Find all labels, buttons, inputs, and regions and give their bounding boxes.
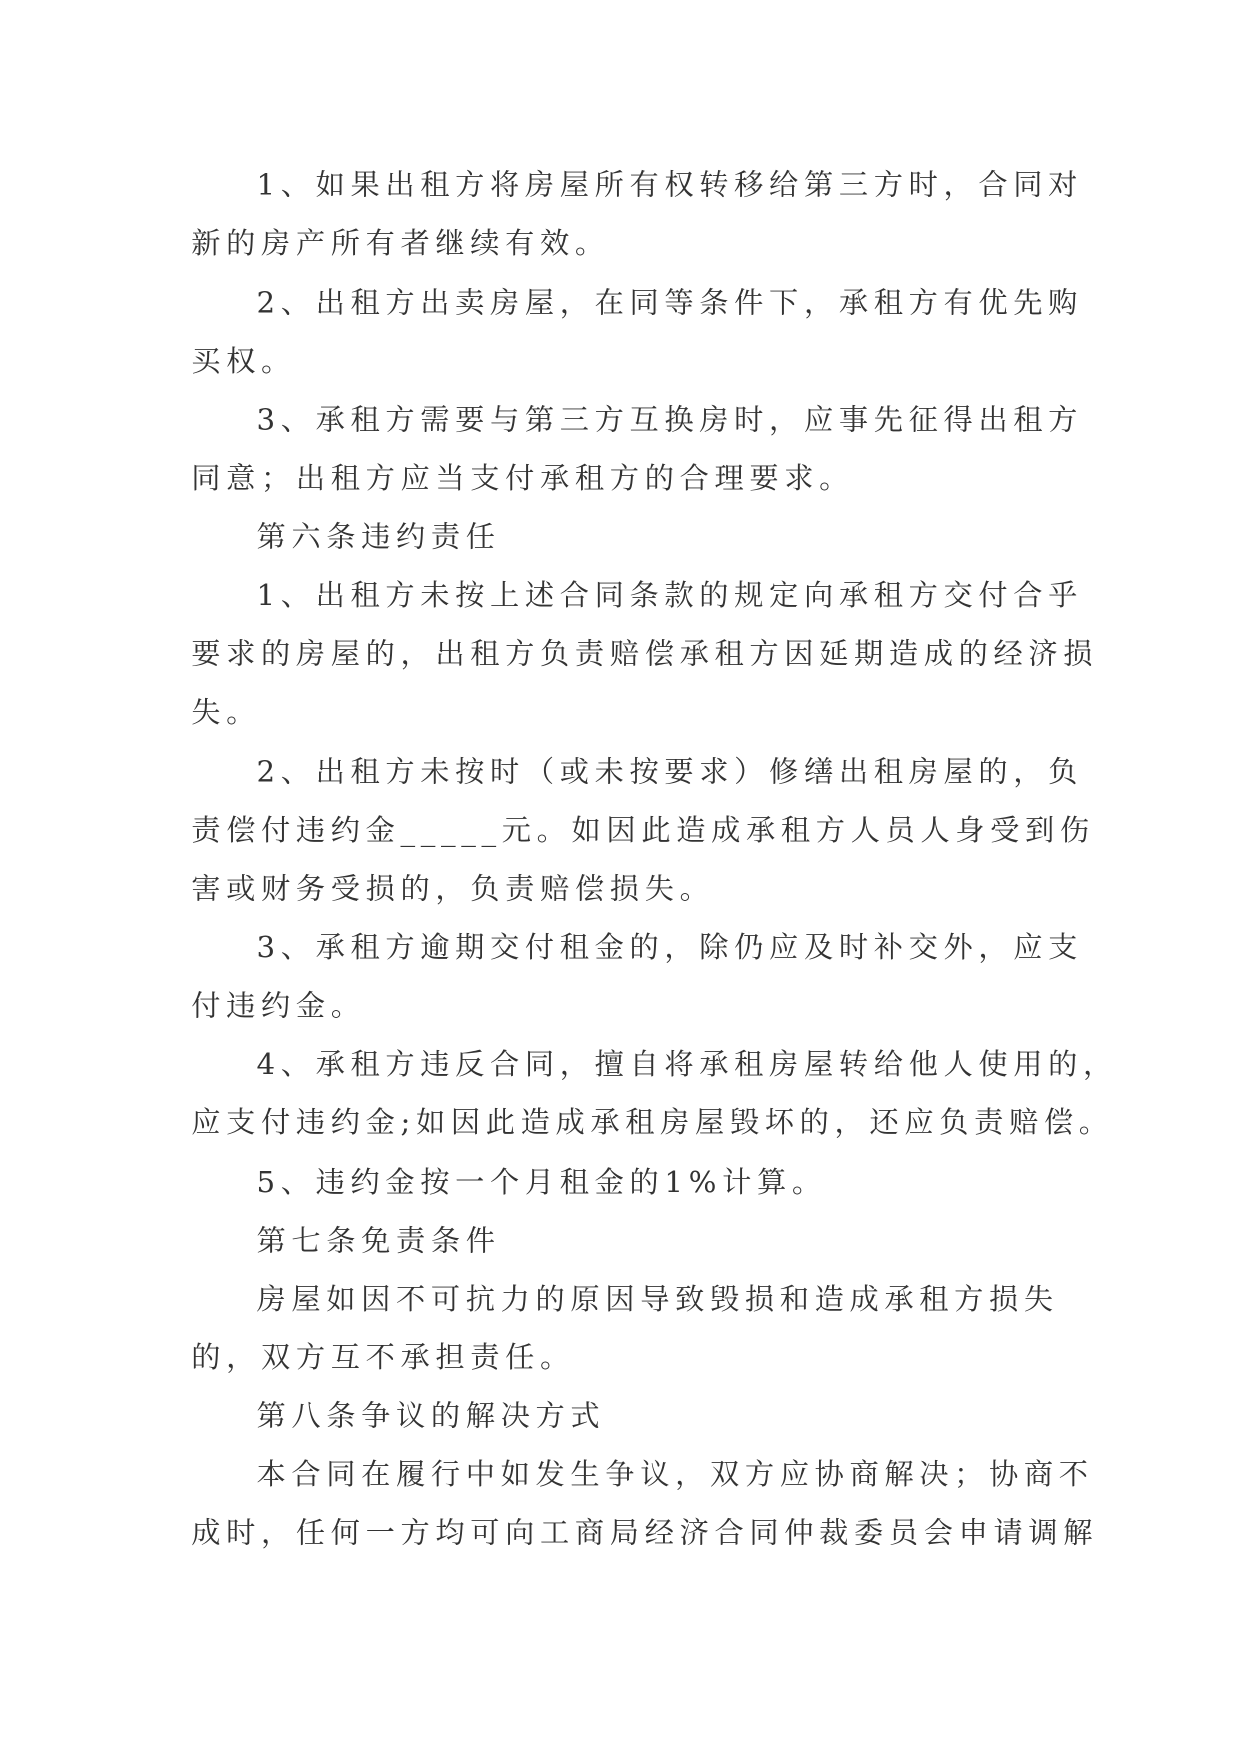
text-line: 1、出租方未按上述合同条款的规定向承租方交付合乎	[256, 579, 1083, 613]
section-heading: 第七条免责条件	[256, 1224, 501, 1259]
section-heading: 第六条违约责任	[256, 520, 501, 555]
text-line: 害或财务受损的，负责赔偿损失。	[191, 872, 715, 907]
text-line: 的，双方互不承担责任。	[191, 1341, 575, 1376]
text-line: 2、出租方出卖房屋，在同等条件下，承租方有优先购	[256, 286, 1083, 321]
text-line: 应支付违约金;如因此造成承租房屋毁坏的，还应负责赔偿。	[191, 1106, 1114, 1141]
section-heading: 第八条争议的解决方式	[256, 1399, 606, 1434]
text-line: 责偿付违约金_____元。如因此造成承租方人员人身受到伤	[191, 814, 1095, 848]
text-line: 4、承租方违反合同，擅自将承租房屋转给他人使用的，	[256, 1047, 1118, 1082]
text-line: 新的房产所有者继续有效。	[191, 227, 610, 261]
text-line: 3、承租方需要与第三方互换房时，应事先征得出租方	[256, 403, 1083, 438]
text-line: 3、承租方逾期交付租金的，除仍应及时补交外，应支	[256, 930, 1083, 965]
text-line: 1、如果出租方将房屋所有权转移给第三方时，合同对	[256, 168, 1083, 203]
text-line: 5、违约金按一个月租金的1%计算。	[256, 1165, 827, 1200]
text-line: 同意；出租方应当支付承租方的合理要求。	[191, 462, 854, 496]
text-line: 本合同在履行中如发生争议，双方应协商解决；协商不	[256, 1458, 1094, 1493]
text-line: 买权。	[191, 345, 296, 379]
text-line: 房屋如因不可抗力的原因导致毁损和造成承租方损失	[256, 1282, 1059, 1317]
text-line: 失。	[191, 695, 262, 730]
text-line: 付违约金。	[191, 989, 366, 1024]
text-line: 2、出租方未按时（或未按要求）修缮出租房屋的，负	[256, 755, 1083, 790]
text-line: 要求的房屋的，出租方负责赔偿承租方因延期造成的经济损	[191, 637, 1099, 672]
text-line: 成时，任何一方均可向工商局经济合同仲裁委员会申请调解	[191, 1516, 1099, 1551]
